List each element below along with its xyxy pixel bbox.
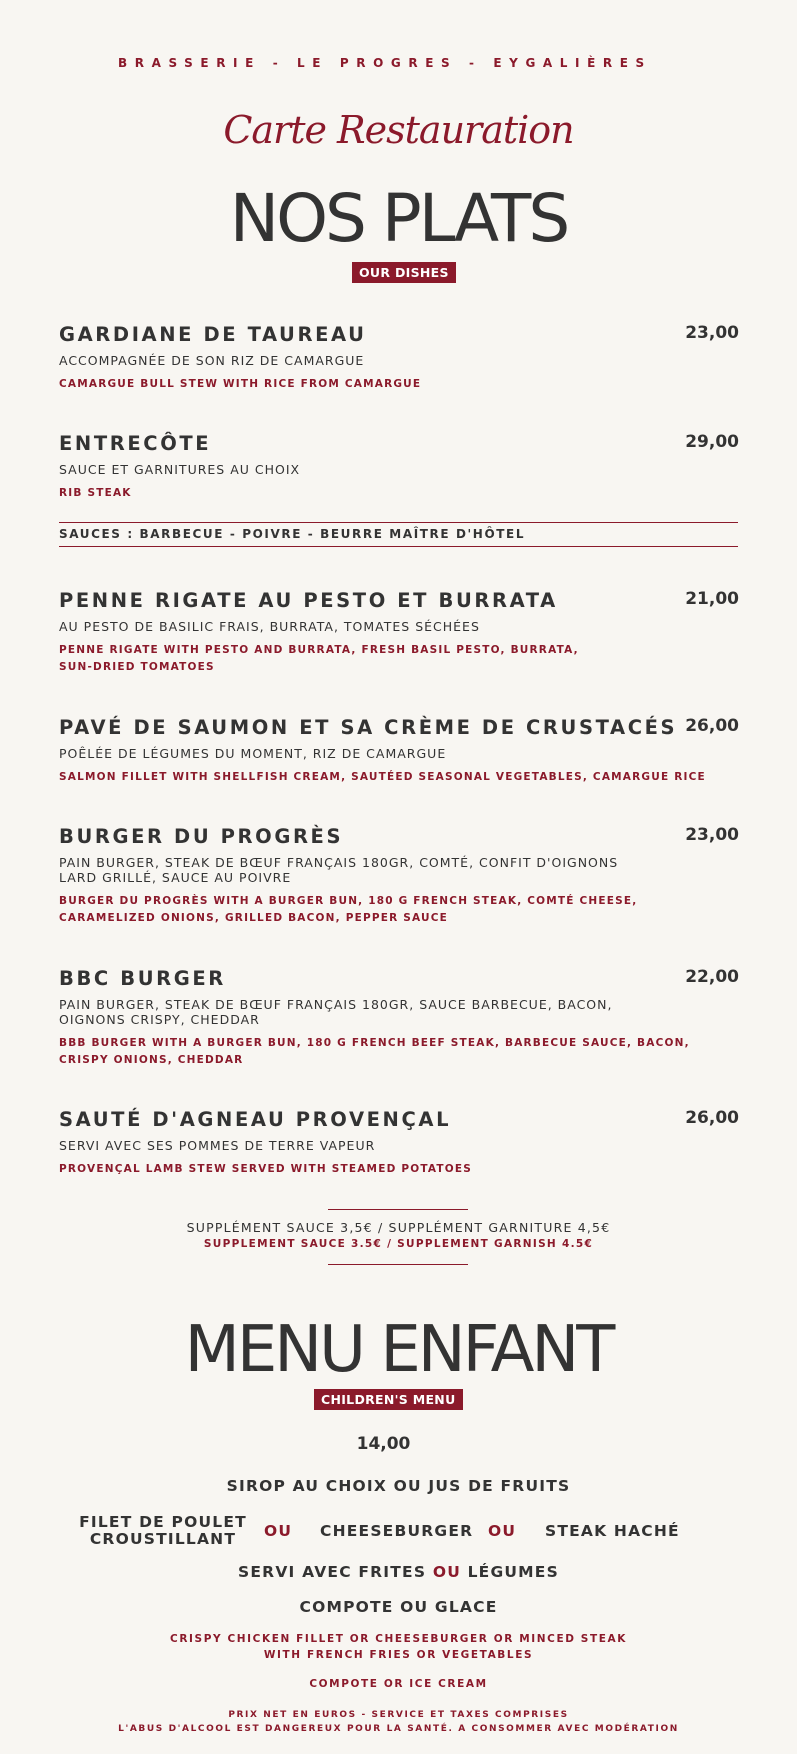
kids-drink: SIROP AU CHOIX OU JUS DE FRUITS — [226, 1477, 571, 1495]
kids-menu-tag: CHILDREN'S MENU — [314, 1389, 463, 1410]
dish-item — [59, 432, 739, 502]
dish-name: BBC BURGER — [59, 967, 226, 990]
dish-english: RIB STEAK — [59, 487, 132, 499]
dish-price: 26,00 — [685, 1108, 739, 1128]
sides-vegetables: LÉGUMES — [467, 1563, 559, 1581]
sauces-bar: SAUCES : BARBECUE - POIVRE - BEURRE MAÎTRE D'HÔTEL — [59, 522, 738, 547]
dish-english: SALMON FILLET WITH SHELLFISH CREAM, SAUTÉED SEASONAL VEGETABLES, CAMARGUE RICE — [59, 771, 706, 783]
restaurant-banner: BRASSERIE - LE PROGRES - EYGALIÈRES — [118, 56, 652, 70]
dish-name: BURGER DU PROGRÈS — [59, 825, 344, 848]
dish-english: BBB BURGER WITH A BURGER BUN, 180 G FRENCH BEEF STEAK, BARBECUE SAUCE, BACON, CRISPY ONIONS, CHEDDAR — [59, 1037, 690, 1066]
dish-item — [59, 716, 739, 786]
kids-english-line: WITH FRENCH FRIES OR VEGETABLES — [263, 1649, 534, 1661]
or-label: OU — [488, 1522, 517, 1540]
dish-item — [59, 825, 739, 927]
dish-name: PENNE RIGATE AU PESTO ET BURRATA — [59, 589, 558, 612]
supplement-en: SUPPLEMENT SAUCE 3.5€ / SUPPLEMENT GARNISH 4.5€ — [203, 1238, 594, 1250]
divider — [328, 1209, 468, 1210]
dish-description: SERVI AVEC SES POMMES DE TERRE VAPEUR — [59, 1138, 376, 1153]
dish-name: ENTRECÔTE — [59, 432, 212, 455]
dish-description: PAIN BURGER, STEAK DE BŒUF FRANÇAIS 180GR, SAUCE BARBECUE, BACON, OIGNONS CRISPY, CHEDDAR — [59, 997, 613, 1027]
dish-price: 26,00 — [685, 716, 739, 736]
or-label: OU — [264, 1522, 293, 1540]
dish-price: 29,00 — [685, 432, 739, 452]
title-tag: OUR DISHES — [352, 262, 456, 283]
dish-price: 23,00 — [685, 323, 739, 343]
sides-fries: SERVI AVEC FRITES — [238, 1563, 427, 1581]
footer-prices: PRIX NET EN EUROS - SERVICE ET TAXES COMPRISES — [228, 1710, 569, 1720]
choice-cheeseburger: CHEESEBURGER — [320, 1522, 474, 1540]
dish-description: SAUCE ET GARNITURES AU CHOIX — [59, 462, 301, 477]
dish-name: SAUTÉ D'AGNEAU PROVENÇAL — [59, 1108, 452, 1131]
dish-description: AU PESTO DE BASILIC FRAIS, BURRATA, TOMATES SÉCHÉES — [59, 619, 480, 634]
page-title: NOS PLATS — [229, 180, 568, 257]
dish-name: GARDIANE DE TAUREAU — [59, 323, 367, 346]
kids-menu-price: 14,00 — [356, 1434, 411, 1454]
dish-description: ACCOMPAGNÉE DE SON RIZ DE CAMARGUE — [59, 353, 365, 368]
dish-item — [59, 967, 739, 1069]
dish-item — [59, 589, 739, 676]
script-title: Carte Restauration — [223, 108, 574, 152]
choice-steak: STEAK HACHÉ — [545, 1522, 680, 1540]
dish-price: 23,00 — [685, 825, 739, 845]
supplement-fr: SUPPLÉMENT SAUCE 3,5€ / SUPPLÉMENT GARNITURE 4,5€ — [186, 1220, 611, 1235]
dish-english: CAMARGUE BULL STEW WITH RICE FROM CAMARGUE — [59, 378, 422, 390]
choice-chicken: FILET DE POULET CROUSTILLANT — [79, 1513, 247, 1548]
kids-menu-title: MENU ENFANT — [184, 1313, 613, 1387]
dish-price: 22,00 — [685, 967, 739, 987]
dish-english: PROVENÇAL LAMB STEW SERVED WITH STEAMED POTATOES — [59, 1163, 473, 1175]
dish-item — [59, 323, 739, 393]
kids-sides — [0, 1563, 797, 1581]
kids-english-line: CRISPY CHICKEN FILLET OR CHEESEBURGER OR MINCED STEAK — [170, 1633, 627, 1645]
kids-main-choices — [0, 1514, 797, 1552]
dish-description: POÊLÉE DE LÉGUMES DU MOMENT, RIZ DE CAMARGUE — [59, 746, 447, 761]
footer-alcohol-warning: L'ABUS D'ALCOOL EST DANGEREUX POUR LA SANTÉ. A CONSOMMER AVEC MODÉRATION — [118, 1724, 679, 1734]
kids-dessert: COMPOTE OU GLACE — [299, 1598, 498, 1616]
dish-name: PAVÉ DE SAUMON ET SA CRÈME DE CRUSTACÉS — [59, 716, 678, 739]
dish-description: PAIN BURGER, STEAK DE BŒUF FRANÇAIS 180GR, COMTÉ, CONFIT D'OIGNONS LARD GRILLÉ, SAUCE AU POIVRE — [59, 855, 619, 885]
divider — [328, 1264, 468, 1265]
or-label: OU — [432, 1563, 461, 1581]
dish-item — [59, 1108, 739, 1178]
dish-english: BURGER DU PROGRÈS WITH A BURGER BUN, 180 G FRENCH STEAK, COMTÉ CHEESE, CARAMELIZED ONIONS, GRILLED BACON, PEPPER SAUCE — [59, 895, 638, 924]
dish-english: PENNE RIGATE WITH PESTO AND BURRATA, FRESH BASIL PESTO, BURRATA, SUN-DRIED TOMATOES — [59, 644, 579, 673]
dish-price: 21,00 — [685, 589, 739, 609]
kids-english-dessert: COMPOTE OR ICE CREAM — [309, 1678, 488, 1690]
